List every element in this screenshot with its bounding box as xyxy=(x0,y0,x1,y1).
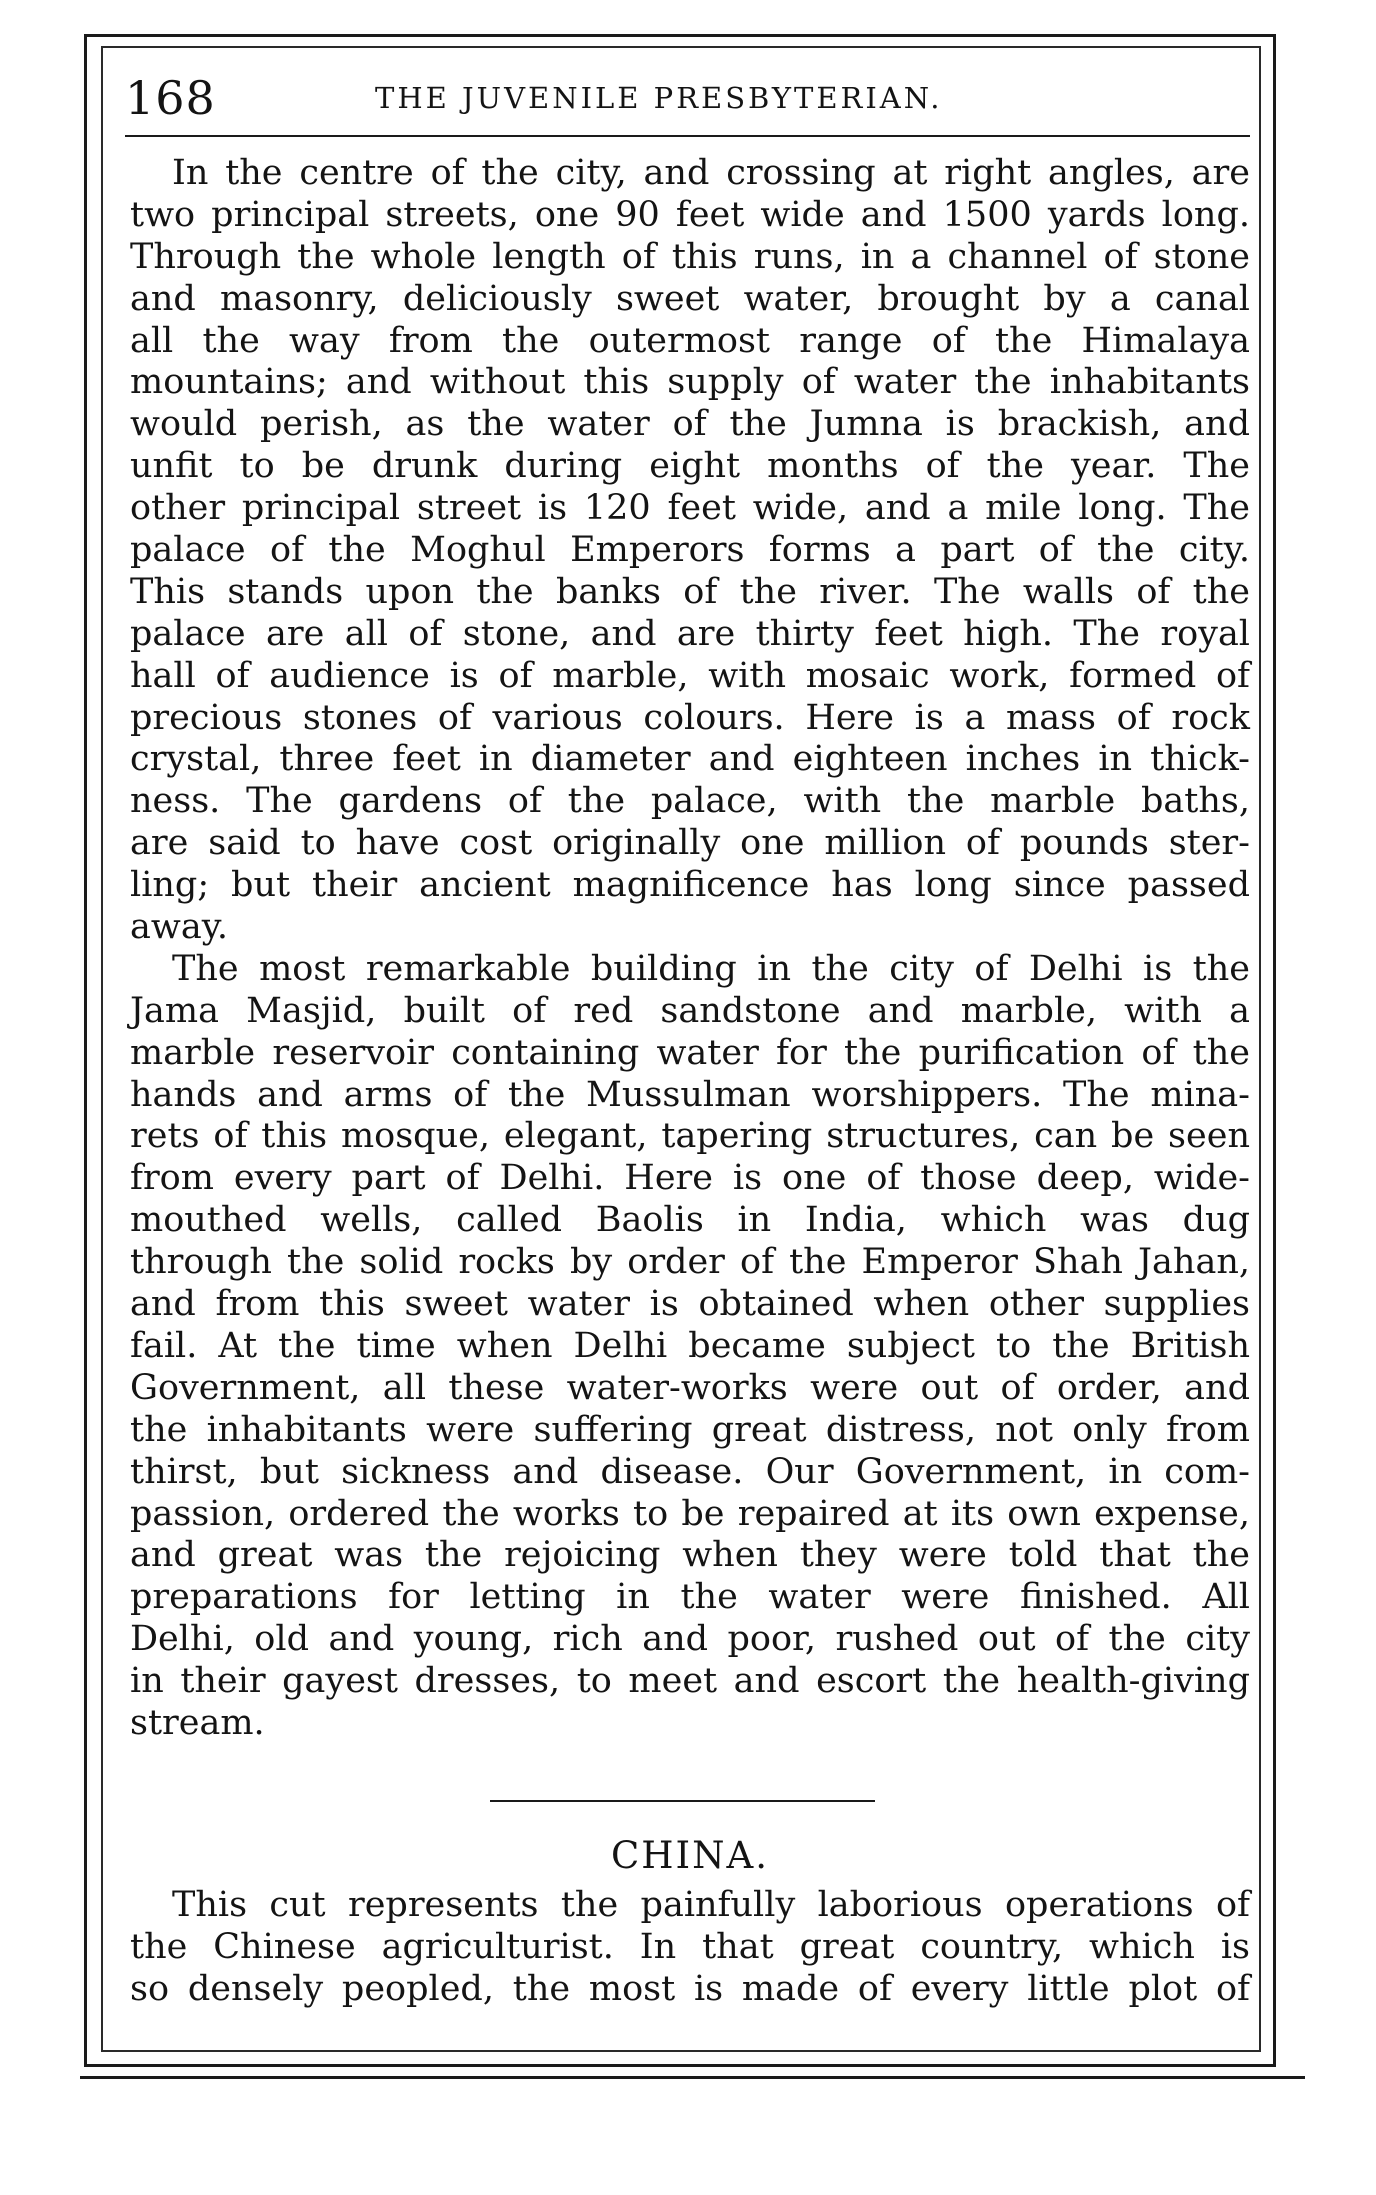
text-line: all the way from the outermost range of the Himalaya xyxy=(130,320,1250,361)
text-line: unfit to be drunk during eight months of the year. The xyxy=(130,446,1250,487)
section-separator xyxy=(490,1800,875,1802)
text-line: from every part of Delhi. Here is one of those deep, wide- xyxy=(130,1158,1250,1199)
text-line: In the centre of the city, and crossing at right angles, are xyxy=(172,153,1250,193)
text-line: passion, ordered the works to be repaired at its own expense, xyxy=(130,1493,1250,1534)
text-line: preparations for letting in the water were finished. All xyxy=(130,1577,1250,1618)
text-line: ness. The gardens of the palace, with the marble baths, xyxy=(130,781,1250,822)
text-line: so densely peopled, the most is made of every little plot of xyxy=(130,1968,1250,2009)
page-bottom-rule xyxy=(80,2076,1305,2079)
text-line: This cut represents the painfully laborious operations of xyxy=(172,1885,1250,1925)
text-line: crystal, three feet in diameter and eighteen inches in thick- xyxy=(130,739,1250,780)
text-line: ling; but their ancient magnificence has long since passed xyxy=(130,865,1250,906)
text-line: Jama Masjid, built of red sandstone and marble, with a xyxy=(130,990,1250,1031)
text-line: are said to have cost originally one million of pounds ster- xyxy=(130,823,1250,864)
text-line: through the solid rocks by order of the Emperor Shah Jahan, xyxy=(130,1242,1250,1283)
text-line: thirst, but sickness and disease. Our Government, in com- xyxy=(130,1451,1250,1492)
text-line: Through the whole length of this runs, in a channel of stone xyxy=(130,236,1250,277)
text-line: marble reservoir containing water for the purification of the xyxy=(130,1032,1250,1073)
text-line: mouthed wells, called Baolis in India, which was dug xyxy=(130,1200,1250,1241)
section-heading-china: CHINA. xyxy=(610,1834,770,1877)
text-line: stream. xyxy=(130,1702,265,1743)
header-rule xyxy=(125,135,1250,137)
text-line: other principal street is 120 feet wide, and a mile long. The xyxy=(130,488,1250,529)
text-line: hands and arms of the Mussulman worshippers. The mina- xyxy=(130,1074,1250,1115)
text-line: palace are all of stone, and are thirty feet high. The royal xyxy=(130,613,1250,654)
text-line: Delhi, old and young, rich and poor, rushed out of the city xyxy=(130,1619,1250,1660)
text-line: mountains; and without this supply of water the inhabitants xyxy=(130,362,1250,403)
text-line: This stands upon the banks of the river. The walls of the xyxy=(130,571,1250,612)
text-line: Government, all these water-works were out of order, and xyxy=(130,1367,1250,1408)
text-line: in their gayest dresses, to meet and escort the health-giving xyxy=(130,1661,1250,1702)
text-line: rets of this mosque, elegant, tapering structures, can be seen xyxy=(130,1116,1250,1157)
text-line: would perish, as the water of the Jumna is brackish, and xyxy=(130,404,1250,445)
china-text xyxy=(130,1885,1250,2011)
text-line: away. xyxy=(130,907,228,948)
text-line: hall of audience is of marble, with mosaic work, formed of xyxy=(130,655,1250,696)
text-line: precious stones of various colours. Here is a mass of rock xyxy=(130,697,1250,738)
page-number: 168 xyxy=(125,71,216,125)
text-line: fail. At the time when Delhi became subject to the British xyxy=(130,1325,1250,1366)
text-line: and from this sweet water is obtained when other supplies xyxy=(130,1284,1250,1325)
text-line: and great was the rejoicing when they were told that the xyxy=(130,1535,1250,1576)
article-text xyxy=(130,153,1250,1745)
text-line: and masonry, deliciously sweet water, brought by a canal xyxy=(130,278,1250,319)
running-head xyxy=(125,58,1255,138)
journal-title: THE JUVENILE PRESBYTERIAN. xyxy=(375,81,943,115)
text-line: the Chinese agriculturist. In that great country, which is xyxy=(130,1926,1250,1967)
text-line: two principal streets, one 90 feet wide and 1500 yards long. xyxy=(130,194,1250,235)
text-line: the inhabitants were suffering great distress, not only from xyxy=(130,1409,1250,1450)
text-line: The most remarkable building in the city of Delhi is the xyxy=(172,948,1250,989)
text-line: palace of the Moghul Emperors forms a part of the city. xyxy=(130,530,1250,571)
